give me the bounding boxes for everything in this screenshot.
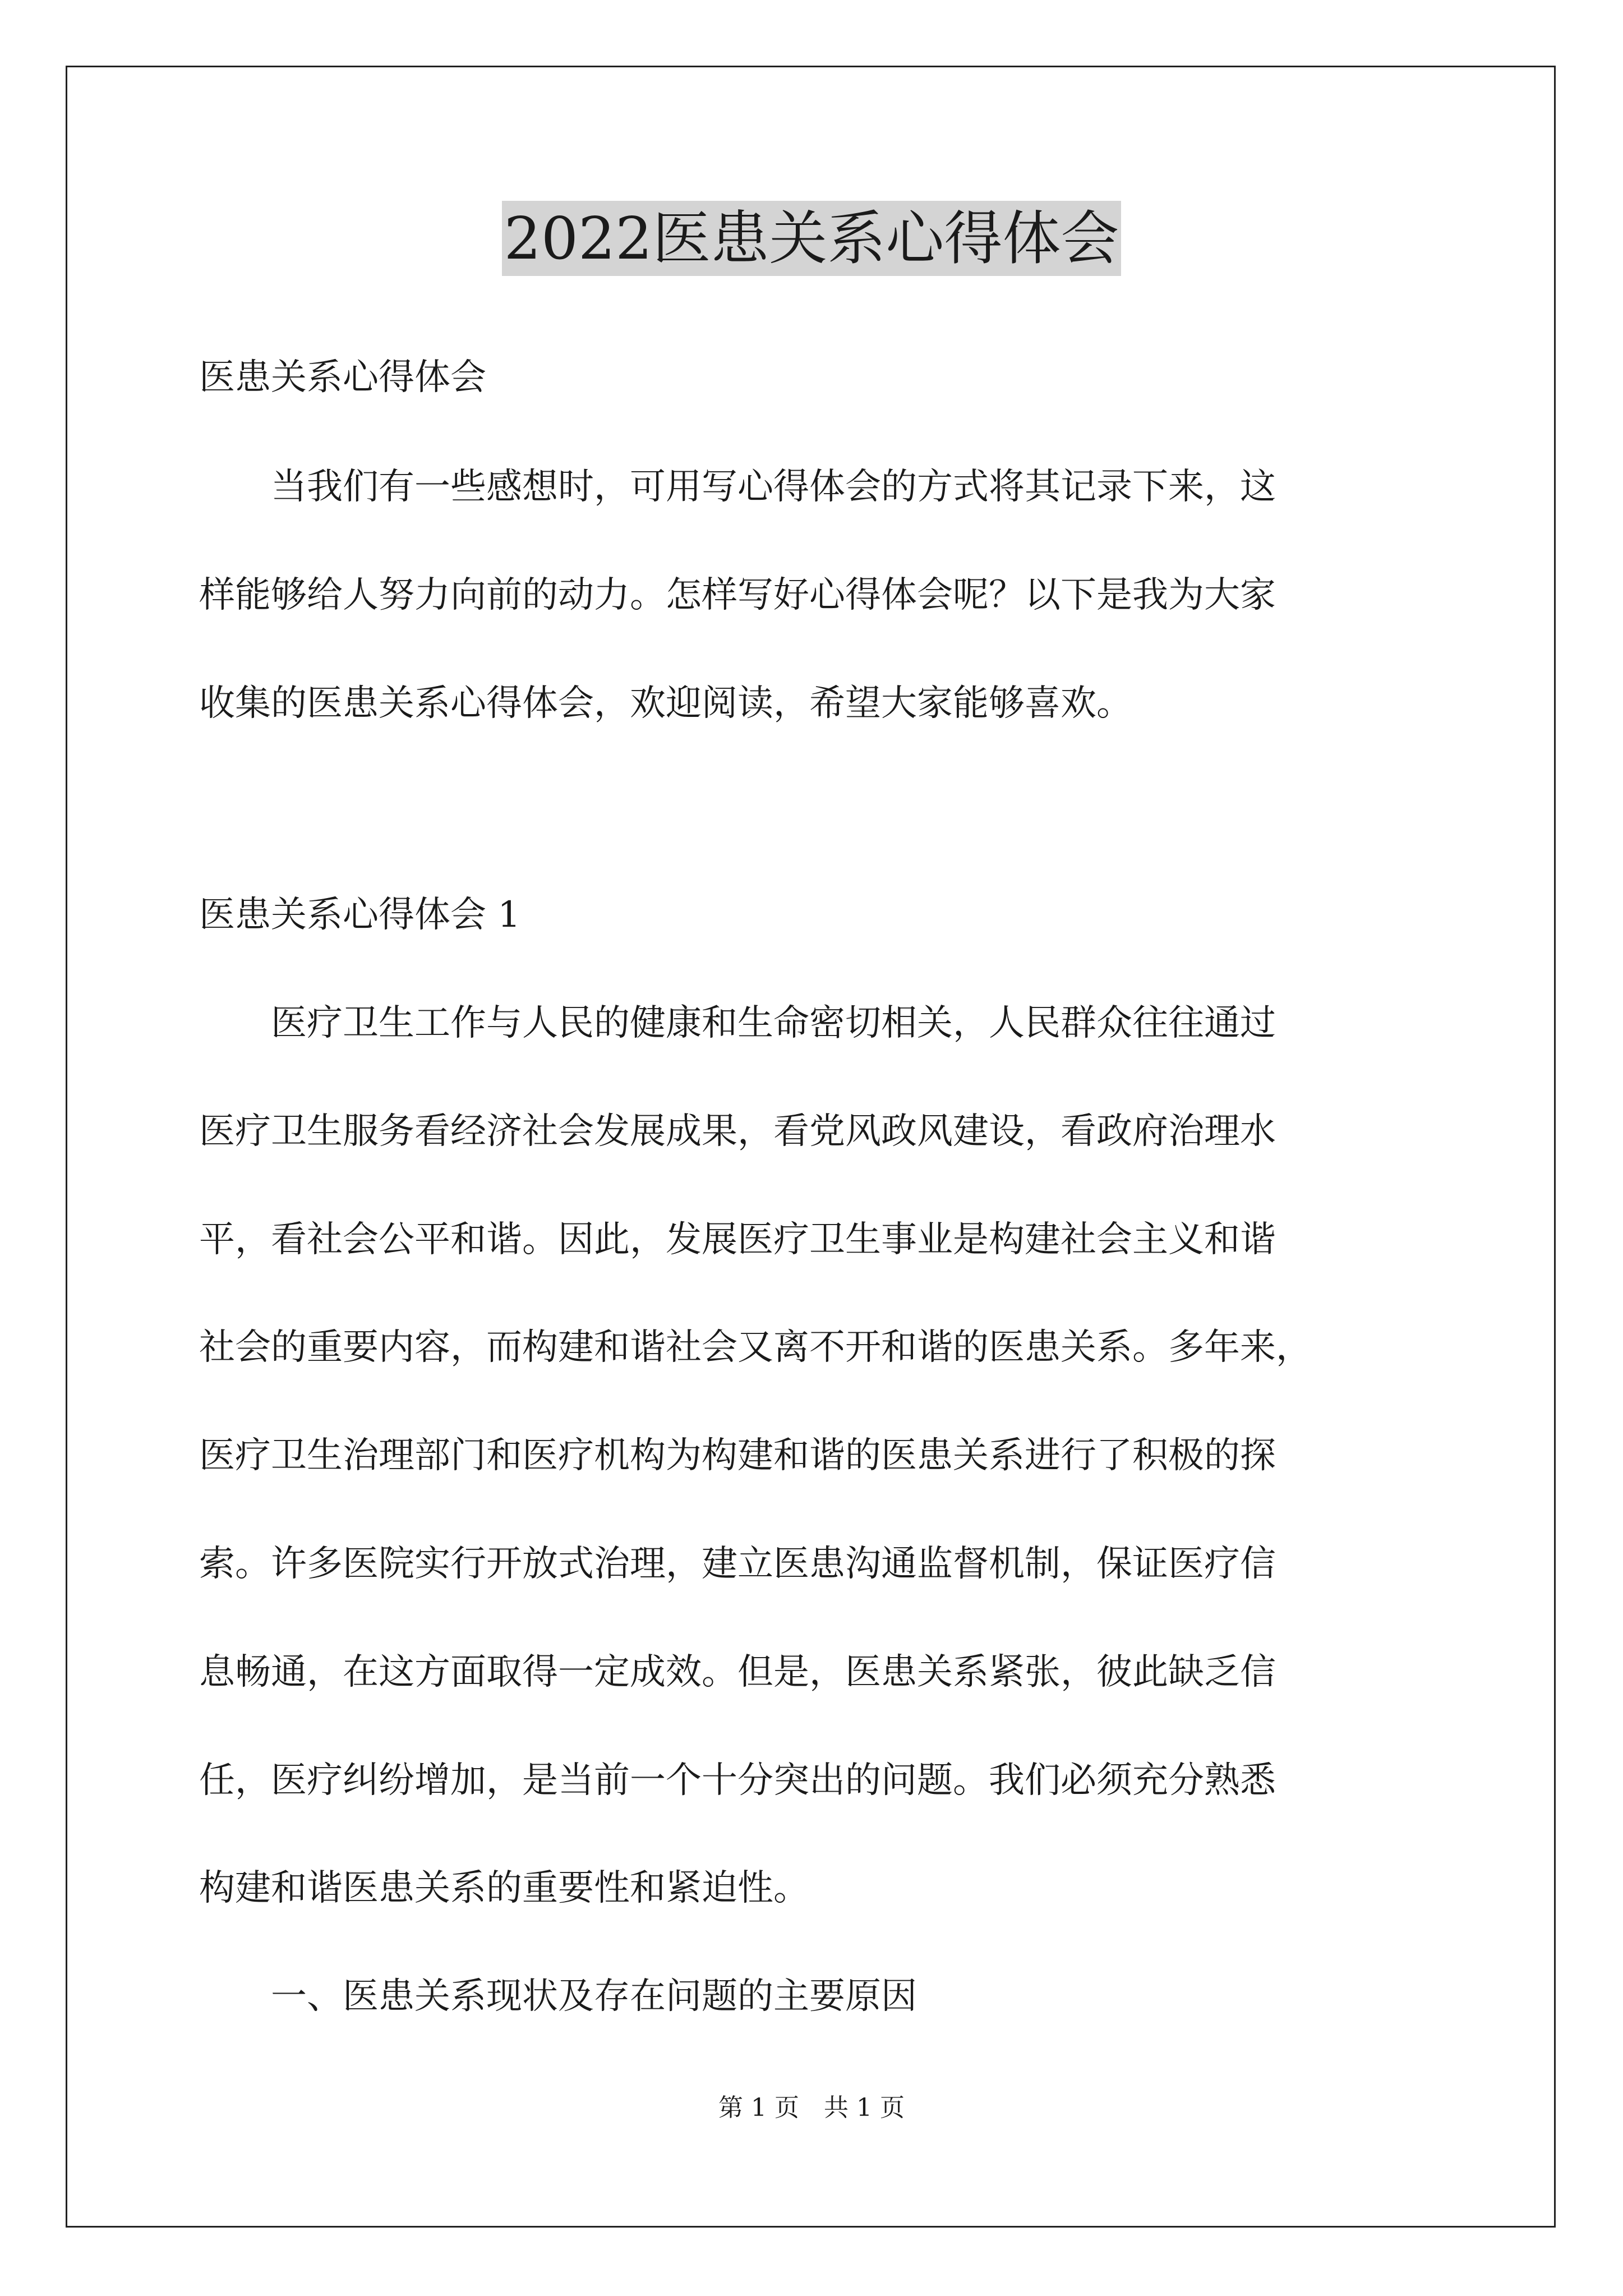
intro-line: 当我们有一些感想时，可用写心得体会的方式将其记录下来，这: [271, 466, 1276, 508]
document-title-text: 2022医患关系心得体会: [502, 201, 1122, 276]
section-line: 医疗卫生工作与人民的健康和生命密切相关，人民群众往往通过: [271, 1002, 1276, 1044]
section-line: 社会的重要内容，而构建和谐社会又离不开和谐的医患关系。多年来，: [199, 1327, 1312, 1368]
section-line: 构建和谐医患关系的重要性和紧迫性。: [199, 1867, 809, 1909]
section-line: 任，医疗纠纷增加，是当前一个十分突出的问题。我们必须充分熟悉: [199, 1760, 1276, 1801]
section-line: 息畅通，在这方面取得一定成效。但是，医患关系紧张，彼此缺乏信: [199, 1651, 1276, 1693]
section-line: 平，看社会公平和谐。因此，发展医疗卫生事业是构建社会主义和谐: [199, 1219, 1276, 1260]
page-footer: 第 1 页 共 1 页: [718, 2093, 905, 2122]
section-line: 索。许多医院实行开放式治理，建立医患沟通监督机制，保证医疗信: [199, 1543, 1276, 1585]
section-heading: 医患关系心得体会 1: [199, 894, 521, 936]
intro-heading: 医患关系心得体会: [199, 357, 486, 398]
section-line: 医疗卫生治理部门和医疗机构为构建和谐的医患关系进行了积极的探: [199, 1435, 1276, 1476]
intro-line: 收集的医患关系心得体会，欢迎阅读，希望大家能够喜欢。: [199, 683, 1132, 724]
document-title: [0, 199, 1623, 278]
intro-line: 样能够给人努力向前的动力。怎样写好心得体会呢？以下是我为大家: [199, 574, 1276, 616]
section-line: 医疗卫生服务看经济社会发展成果，看党风政风建设，看政府治理水: [199, 1111, 1276, 1152]
subheading: 一、医患关系现状及存在问题的主要原因: [271, 1976, 917, 2017]
